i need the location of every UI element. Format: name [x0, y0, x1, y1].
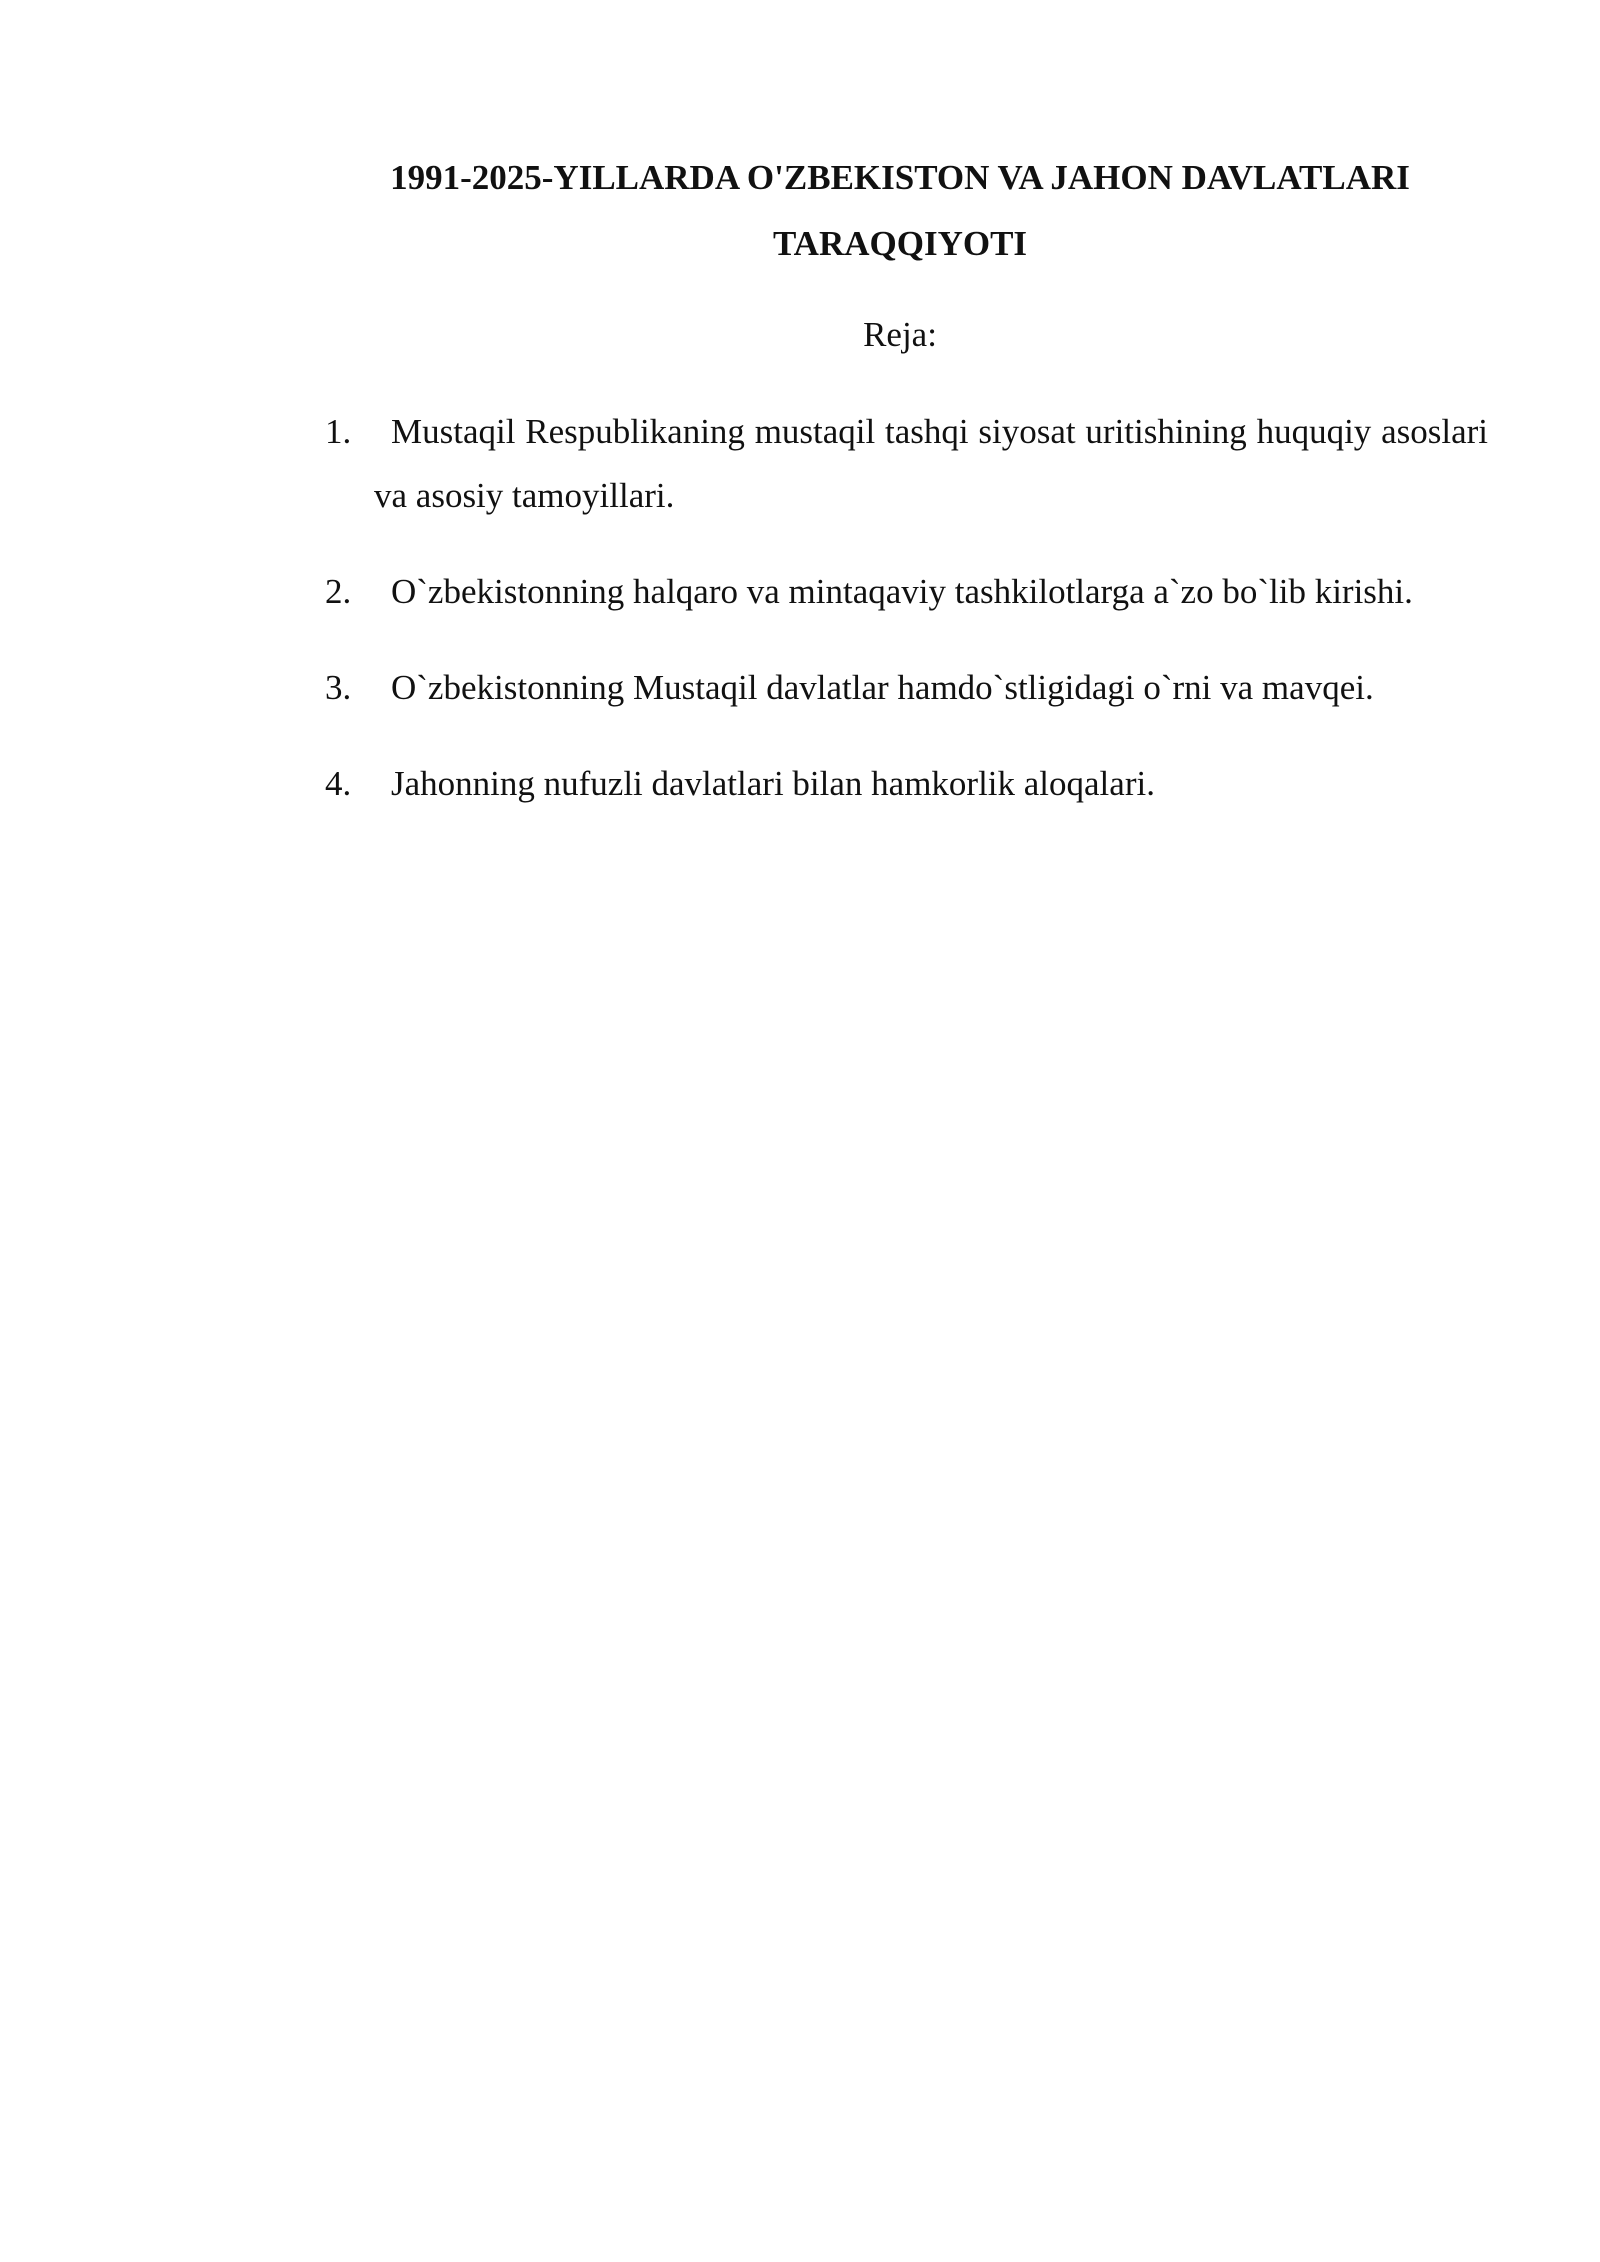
plan-item-text: O`zbekistonning halqaro va mintaqaviy tashkilotlarga a`zo bo`lib kirishi.: [391, 572, 1413, 611]
plan-item-text: Jahonning nufuzli davlatlari bilan hamkorlik aloqalari.: [391, 764, 1155, 803]
plan-item-number: 2.: [325, 572, 352, 611]
document-title: 1991-2025-YILLARDA O'ZBEKISTON VA JAHON DAVLATLARI TARAQQIYOTI: [390, 158, 1410, 263]
plan-heading: Reja:: [863, 315, 937, 354]
plan-item: [320, 560, 1488, 624]
plan-list: [320, 400, 1488, 848]
plan-item: [320, 752, 1488, 816]
plan-item-text: O`zbekistonning Mustaqil davlatlar hamdo`stligidagi o`rni va mavqei.: [391, 668, 1374, 707]
plan-item-number: 1.: [325, 412, 352, 451]
plan-item-number: 3.: [325, 668, 352, 707]
plan-item-number: 4.: [325, 764, 352, 803]
plan-item: [320, 656, 1488, 720]
plan-item: [320, 400, 1488, 528]
plan-item-text: Mustaqil Respublikaning mustaqil tashqi siyosat uritishining huquqiy asoslari va asosiy tamoyillari.: [374, 412, 1488, 515]
